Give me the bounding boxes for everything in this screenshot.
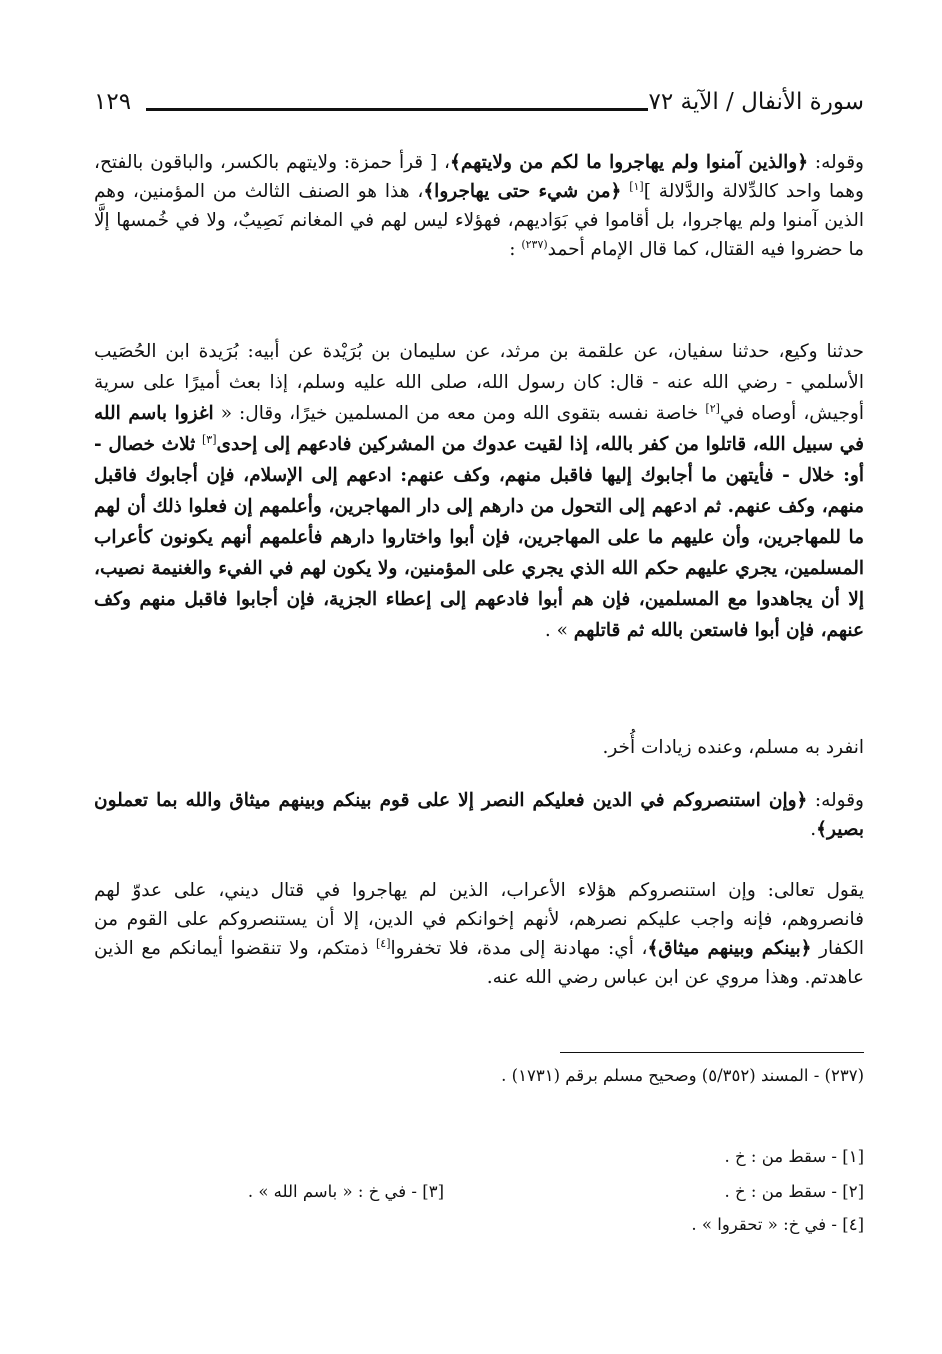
quran-verse: ﴿بينكم وبينهم ميثاق﴾: [647, 938, 812, 959]
text: ، [ قرأ حمزة: ولايتهم بالكسر، والباقون بالفتح، وهما واحد كالدِّلالة والدَّلالة ]: [94, 152, 864, 202]
paragraph-1: وقوله: ﴿والذين آمنوا ولم يهاجروا ما لكم من ولايتهم﴾، [ قرأ حمزة: ولايتهم بالكسر، والباقون بالفتح، وهما واحد كالدِّلالة والدَّلالة ][١] ﴿من شيء حتى يهاجروا﴾، هذا هو الصنف الثالث من المؤمنين، وهم الذين آمنوا ولم يهاجروا، بل أقاموا في بَوَاديهم، فهؤلاء ليس لهم في المغانم نَصِيبٌ، ولا في خُمسها إلَّا ما حضروا فيه القتال، كما قال الإمام أحمد$^{(٢٣٧)}$ :: [94, 152, 864, 260]
page-header: [94, 82, 864, 122]
hadith-text: ثلاث خصال - أو: خلال - فأيتهن ما أجابوك إليها فاقبل منهم، وكف عنهم: ادعهم إلى الإسلام، فإن أجابوك فاقبل منهم، وكف عنهم. ثم ادعهم إلى التحول من دارهم إلى دار المهاجرين، وأعلمهم إن فعلوا ذلك أن لهم ما للمهاجرين، وأن عليهم ما على المهاجرين، فإن أبوا واختاروا دارهم فأعلمهم أنهم يكونون كأعراب المسلمين، يجري عليهم حكم الله الذي يجري على المؤمنين، ولا يكون لهم في الفيء والغنيمة نصيب، إلا أن يجاهدوا مع المسلمين، فإن هم أبوا فادعهم إلى إعطاء الجزية، فإن أجابوا فاقبل منهم وكف عنهم، فإن أبوا فاستعن بالله ثم قاتلهم: [94, 434, 864, 641]
paragraph-3: انفرد به مسلم، وعنده زيادات أُخر.: [602, 737, 864, 758]
quran-verse: ﴿والذين آمنوا ولم يهاجروا ما لكم من ولايتهم﴾: [450, 152, 809, 173]
footnote-rule: [560, 1052, 864, 1053]
footnote-3: [٣] - في خ : « باسم الله » .: [247, 1182, 444, 1201]
header-rule: [146, 108, 648, 111]
footnote-4: [٤] - في خ: « تحقروا » .: [691, 1215, 864, 1234]
text: ، هذا هو الصنف الثالث من المؤمنين، وهم الذين آمنوا ولم يهاجروا، بل أقاموا في بَوَاديهم، فهؤلاء ليس لهم في المغانم نَصِيبٌ، ولا في خُمسها إلَّا ما حضروا فيه القتال، كما قال الإمام أحمد: [94, 181, 864, 260]
text: وقوله:: [807, 790, 864, 811]
page-title: سورة الأنفال / الآية ٧٢: [648, 89, 864, 115]
text: ذمتكم، ولا تنقضوا أيمانكم مع الذين عاهدتم. وهذا مروي عن ابن عباس رضي الله عنه.: [94, 938, 864, 988]
hadith-chain: حدثنا وكيع، حدثنا سفيان، عن علقمة بن مرثد، عن سليمان بن بُرَيْدة عن أبيه: بُرَيدة ابن الحُصَيب الأسلمي - رضي الله عنه - قال: كان رسول الله، صلى الله عليه وسلم، إذا بعث أميرًا على سرية أوجيش، أوصاه في: [94, 341, 864, 424]
footnote-ref-4: [٤]: [375, 936, 391, 950]
footnote-237: (٢٣٧) - المسند (٥/٣٥٢) وصحيح مسلم برقم (١٧٣١) .: [501, 1066, 864, 1085]
text: يقول تعالى: وإن استنصروكم هؤلاء الأعراب، الذين لم يهاجروا في قتال ديني، على عدوّ لهم فانصروهم، فإنه واجب عليكم نصرهم، لأنهم إخوانكم في الدين، إلا أن يستنصروكم على القوم من الكفار: [94, 880, 864, 959]
footnote-1: [١] - سقط من : خ .: [724, 1147, 864, 1166]
text: خاصة نفسه بتقوى الله ومن معه من المسلمين خيرًا، وقال: «: [213, 403, 706, 424]
paragraph-2: [94, 336, 864, 646]
footnote-2: [٢] - سقط من : خ .: [724, 1182, 864, 1201]
footnote-ref-3: [٣]: [202, 432, 217, 446]
footnote-ref-237: (٢٣٧): [521, 237, 548, 251]
footnote-ref-1: [١]: [629, 179, 644, 193]
hadith-text: اغزوا باسم الله في سبيل الله، قاتلوا من كفر بالله، إذا لقيت عدوك من المشركين فادعهم إلى إحدى: [94, 403, 864, 455]
quran-verse: ﴿من شيء حتى يهاجروا﴾: [423, 181, 622, 202]
text: وقوله:: [808, 152, 864, 173]
paragraph-5: [94, 876, 864, 992]
quran-verse: ﴿وإن استنصروكم في الدين فعليكم النصر إلا على قوم بينكم وبينهم ميثاق والله بما تعملون بصير﴾: [94, 790, 864, 840]
text: ، أي: مهادنة إلى مدة، فلا تخفروا: [390, 938, 648, 959]
paragraph-4: وقوله: ﴿وإن استنصروكم في الدين فعليكم النصر إلا على قوم بينكم وبينهم ميثاق والله بما تعملون بصير﴾.: [94, 790, 864, 840]
text: » .: [544, 620, 574, 641]
page-number: ١٢٩: [94, 89, 132, 115]
footnote-ref-2: [٢]: [705, 401, 720, 415]
